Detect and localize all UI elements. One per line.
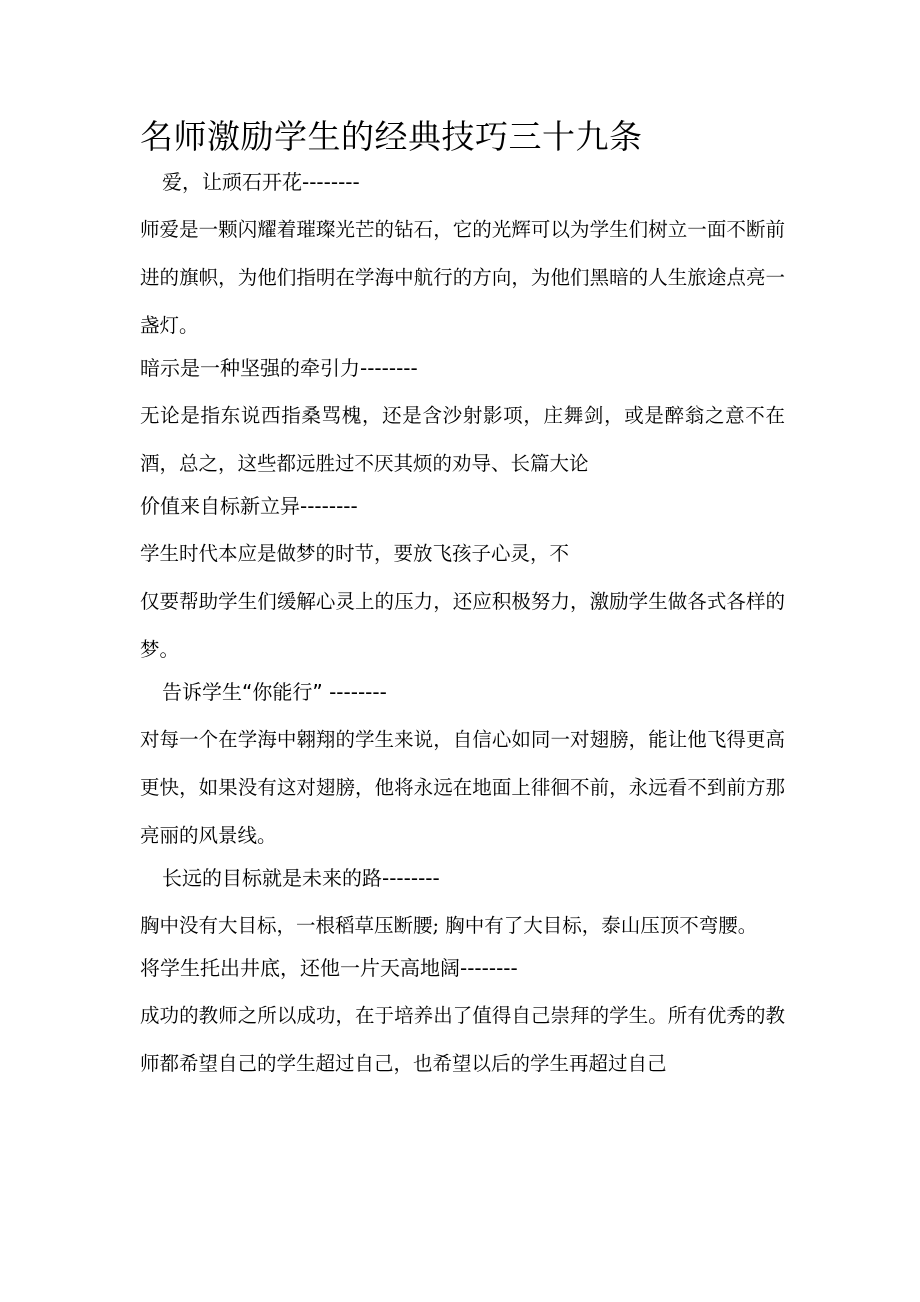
document-page: [140, 112, 785, 1088]
section-heading: 将学生托出井底，还他一片天高地阔--------: [140, 956, 518, 980]
section-paragraph: 对每一个在学海中翱翔的学生来说，自信心如同一对翅膀，能让他飞得更高更快，如果没有这对翅膀，他将永远在地面上徘徊不前，永远看不到前方那亮丽的风景线。: [140, 728, 785, 847]
section-paragraph: 无论是指东说西指桑骂槐，还是含沙射影项，庄舞剑，或是醉翁之意不在酒，总之，这些都远胜过不厌其烦的劝导、长篇大论: [140, 404, 785, 475]
section-paragraph: 成功的教师之所以成功，在于培养出了值得自己崇拜的学生。所有优秀的教师都希望自己的学生超过自己，也希望以后的学生再超过自己: [140, 1004, 785, 1075]
section-heading: 爱，让顽石开花--------: [162, 170, 360, 194]
section-paragraph: 胸中没有大目标，一根稻草压断腰; 胸中有了大目标，泰山压顶不弯腰。: [140, 914, 758, 937]
section: [140, 164, 785, 350]
section-heading: 告诉学生“你能行” --------: [162, 680, 387, 704]
section: [140, 860, 785, 950]
section-paragraph: 学生时代本应是做梦的时节，要放飞孩子心灵，不: [140, 542, 570, 565]
section: [140, 950, 785, 1088]
section-paragraph: 仅要帮助学生们缓解心灵上的压力，还应积极努力，激励学生做各式各样的梦。: [140, 590, 785, 661]
section: [140, 674, 785, 860]
section-heading: 长远的目标就是未来的路--------: [162, 866, 440, 890]
document-title: 名师激励学生的经典技巧三十九条: [140, 117, 643, 156]
section-heading: 暗示是一种坚强的牵引力--------: [140, 356, 418, 380]
section-paragraph: 师爱是一颗闪耀着璀璨光芒的钻石，它的光辉可以为学生们树立一面不断前进的旗帜，为他们指明在学海中航行的方向，为他们黑暗的人生旅途点亮一盏灯。: [140, 218, 785, 337]
section: [140, 488, 785, 674]
section-heading: 价值来自标新立异--------: [140, 494, 358, 518]
section: [140, 350, 785, 488]
